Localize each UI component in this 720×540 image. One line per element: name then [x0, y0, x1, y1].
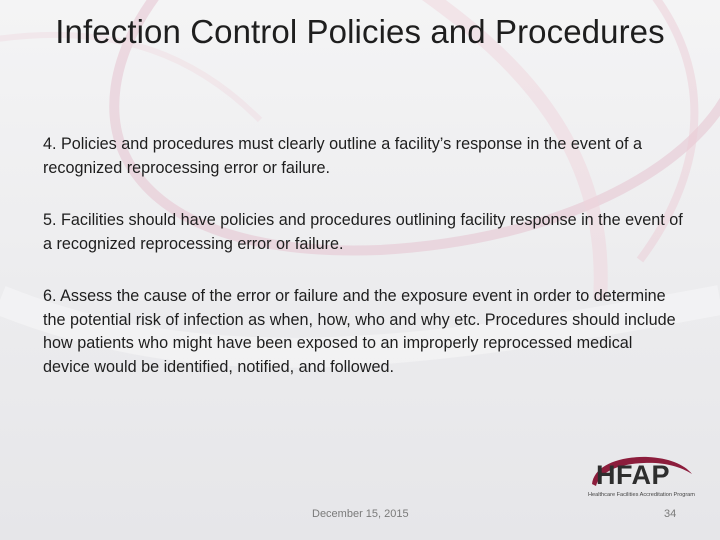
logo-tagline: Healthcare Facilities Accreditation Program — [588, 492, 695, 498]
hfap-logo — [588, 454, 698, 504]
slide-body — [43, 133, 683, 408]
slide-title: Infection Control Policies and Procedures — [55, 13, 665, 50]
slide-number: 34 — [664, 508, 677, 520]
paragraph-item-5: 5. Facilities should have policies and procedures outlining facility response in the event of a recognized reprocessing error or failure. — [43, 211, 683, 253]
logo-wordmark: HFAP — [596, 460, 671, 490]
footer-date: December 15, 2015 — [312, 508, 409, 520]
paragraph-item-4: 4. Policies and procedures must clearly outline a facility’s response in the event of a recognized reprocessing error or failure. — [43, 135, 642, 177]
paragraph-item-6: 6. Assess the cause of the error or failure and the exposure event in order to determine the potential risk of infection as when, how, who and why etc. Procedures should include how patients who might have been exposed to an improperly reprocessed medical device would be identified, notified, and followed. — [43, 287, 676, 376]
